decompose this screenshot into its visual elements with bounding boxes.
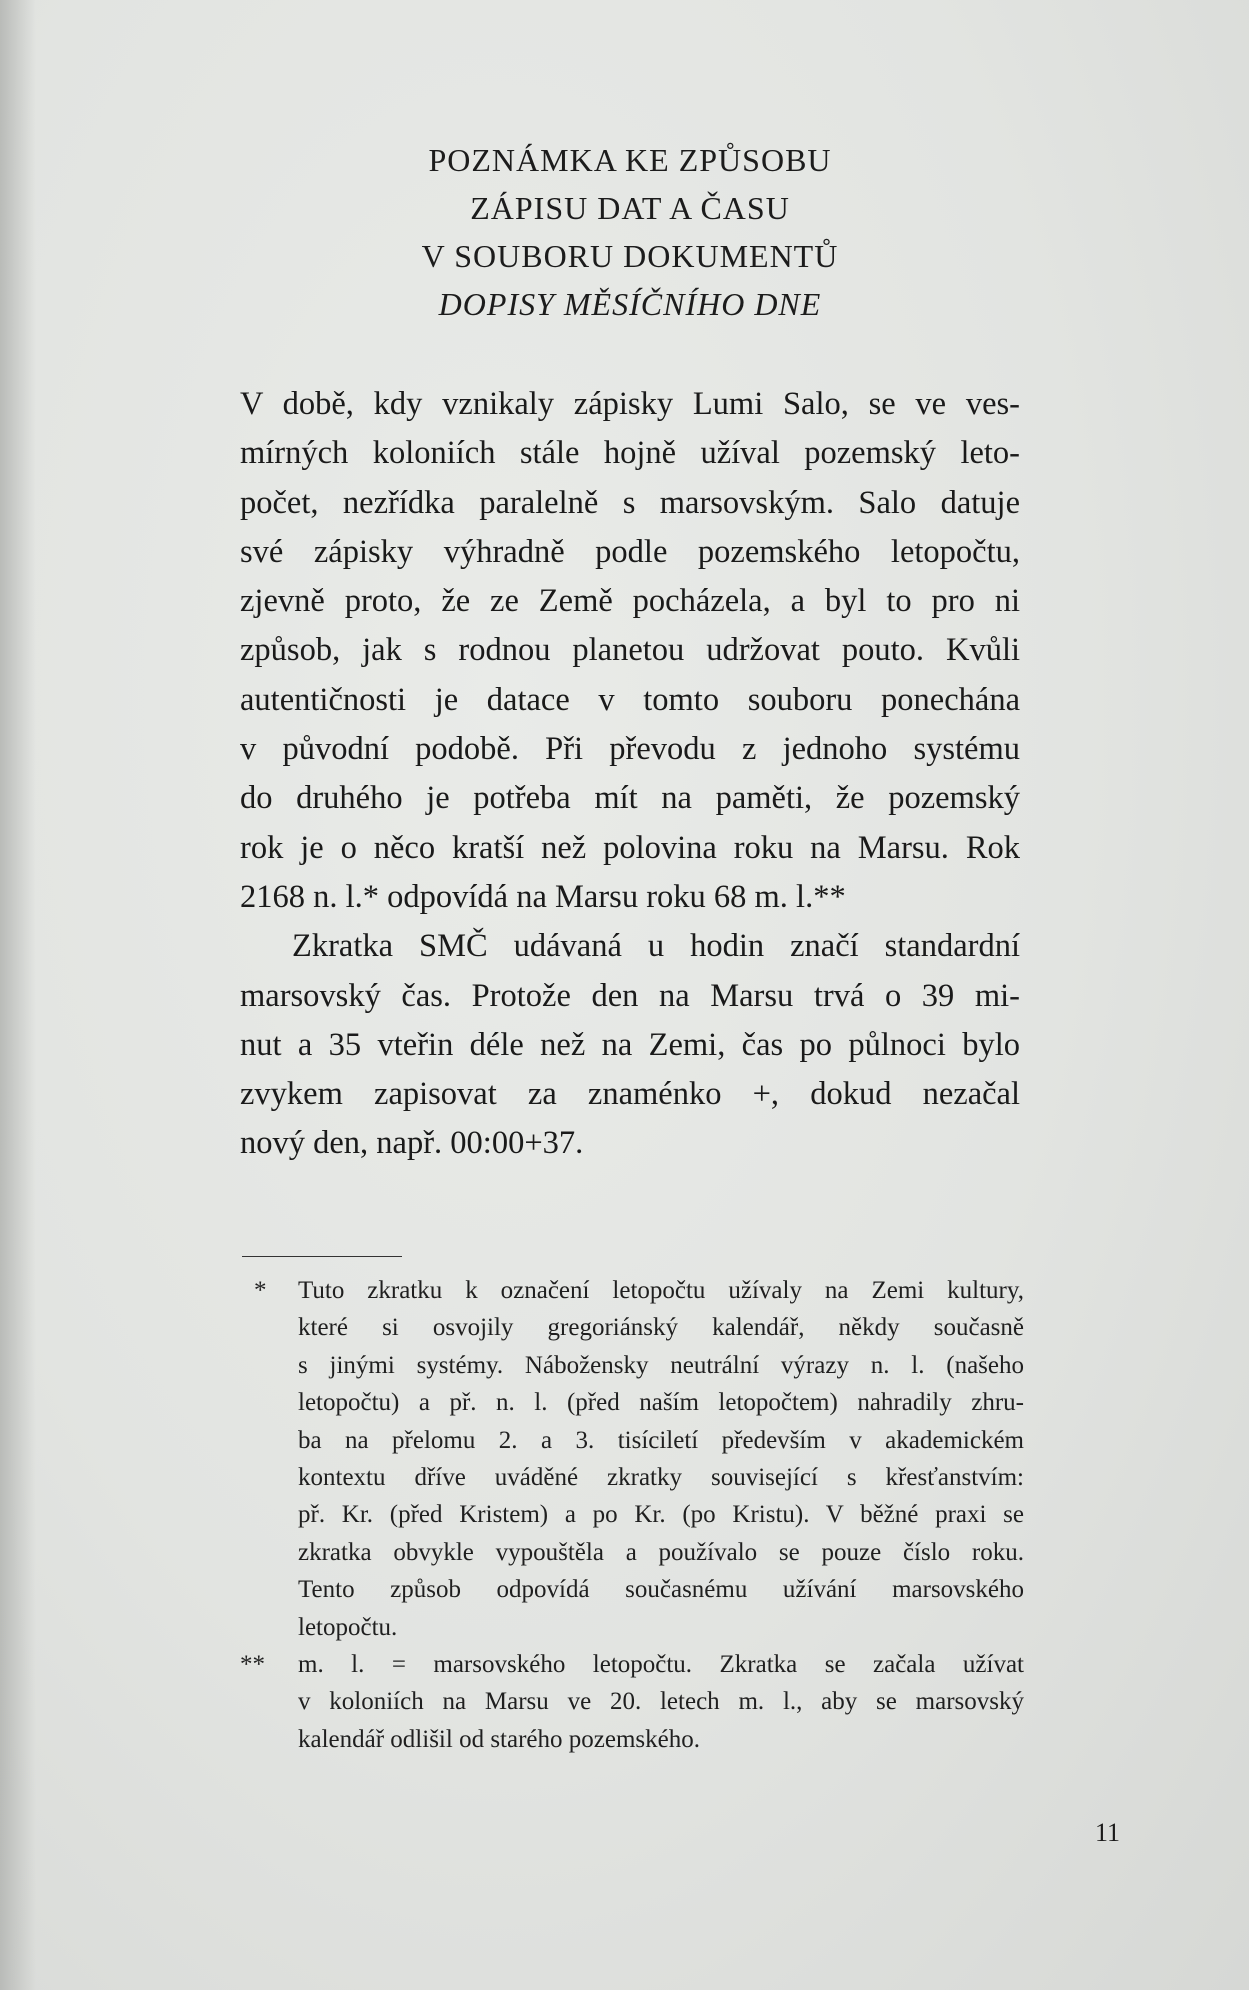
text-line: zjevně proto, že ze Země pocházela, a byl to pro ni: [240, 583, 1020, 620]
text-line: mírných koloniích stále hojně užíval pozemský leto-: [240, 435, 1020, 472]
text-line: marsovský čas. Protože den na Marsu trvá o 39 mi-: [240, 977, 1020, 1014]
text-line: způsob, jak s rodnou planetou udržovat pouto. Kvůli: [240, 632, 1020, 669]
gutter-shadow: [0, 0, 36, 1990]
text-line: nut a 35 vteřin déle než na Zemi, čas po půlnoci bylo: [240, 1026, 1020, 1063]
text-line: počet, nezřídka paralelně s marsovským. Salo datuje: [240, 484, 1020, 521]
text-line: autentičnosti je datace v tomto souboru ponechána: [240, 681, 1020, 718]
title-line: POZNÁMKA KE ZPŮSOBU: [428, 142, 832, 178]
footnote-1: [240, 1272, 1024, 1646]
text-line: své zápisky výhradně podle pozemského letopočtu,: [240, 533, 1020, 570]
title-line: ZÁPISU DAT A ČASU: [470, 190, 790, 226]
footnote-line: letopočtu.: [298, 1613, 398, 1641]
footnote-line: př. Kr. (před Kristem) a po Kr. (po Kristu). V běžné praxi se: [298, 1501, 1024, 1529]
footnote-line: v koloniích na Marsu ve 20. letech m. l., aby se marsovský: [298, 1688, 1024, 1716]
text-line: rok je o něco kratší než polovina roku na Marsu. Rok: [240, 829, 1020, 866]
text-line: v původní podobě. Při převodu z jednoho systému: [240, 731, 1020, 768]
text-line: Zkratka SMČ udávaná u hodin značí standardní: [292, 928, 1020, 965]
footnotes: [240, 1272, 1024, 1758]
text-line: zvykem zapisovat za znaménko +, dokud nezačal: [240, 1076, 1020, 1113]
text-line: V době, kdy vznikaly zápisky Lumi Salo, se ve ves-: [240, 386, 1020, 422]
footnote-line: zkratka obvykle vypouštěla a používalo se pouze číslo roku.: [298, 1538, 1024, 1566]
footnote-rule: [242, 1256, 402, 1257]
paragraph-2: [240, 922, 1020, 1168]
chapter-title: [330, 136, 930, 328]
text-line: 2168 n. l.* odpovídá na Marsu roku 68 m. l.**: [240, 878, 846, 915]
body-text: [240, 380, 1020, 1169]
footnote-line: Tuto zkratku k označení letopočtu užívaly na Zemi kultury,: [298, 1277, 1024, 1304]
footnote-line: ba na přelomu 2. a 3. tisíciletí především v akademickém: [298, 1426, 1024, 1454]
footnote-line: letopočtu) a př. n. l. (před naším letopočtem) nahradily zhru-: [298, 1389, 1024, 1417]
footnote-marker: *: [254, 1277, 267, 1304]
footnote-line: s jinými systémy. Nábožensky neutrální výrazy n. l. (našeho: [298, 1351, 1024, 1379]
footnote-line: m. l. = marsovského letopočtu. Zkratka se začala užívat: [298, 1651, 1024, 1679]
text-line: do druhého je potřeba mít na paměti, že pozemský: [240, 780, 1020, 817]
footnote-line: kalendář odlišil od starého pozemského.: [298, 1725, 700, 1753]
title-line-italic: DOPISY MĚSÍČNÍHO DNE: [438, 286, 822, 322]
footnote-line: které si osvojily gregoriánský kalendář, někdy současně: [298, 1314, 1024, 1342]
footnote-marker: **: [240, 1651, 265, 1679]
paragraph-1: [240, 380, 1020, 922]
footnote-line: kontextu dříve uváděné zkratky související s křesťanstvím:: [298, 1464, 1024, 1492]
footnote-2: [240, 1646, 1024, 1758]
title-line: V SOUBORU DOKUMENTŮ: [421, 238, 839, 274]
text-line: nový den, např. 00:00+37.: [240, 1125, 584, 1162]
footnote-line: Tento způsob odpovídá současnému užívání marsovského: [298, 1576, 1024, 1604]
page-number: 11: [1095, 1818, 1121, 1847]
